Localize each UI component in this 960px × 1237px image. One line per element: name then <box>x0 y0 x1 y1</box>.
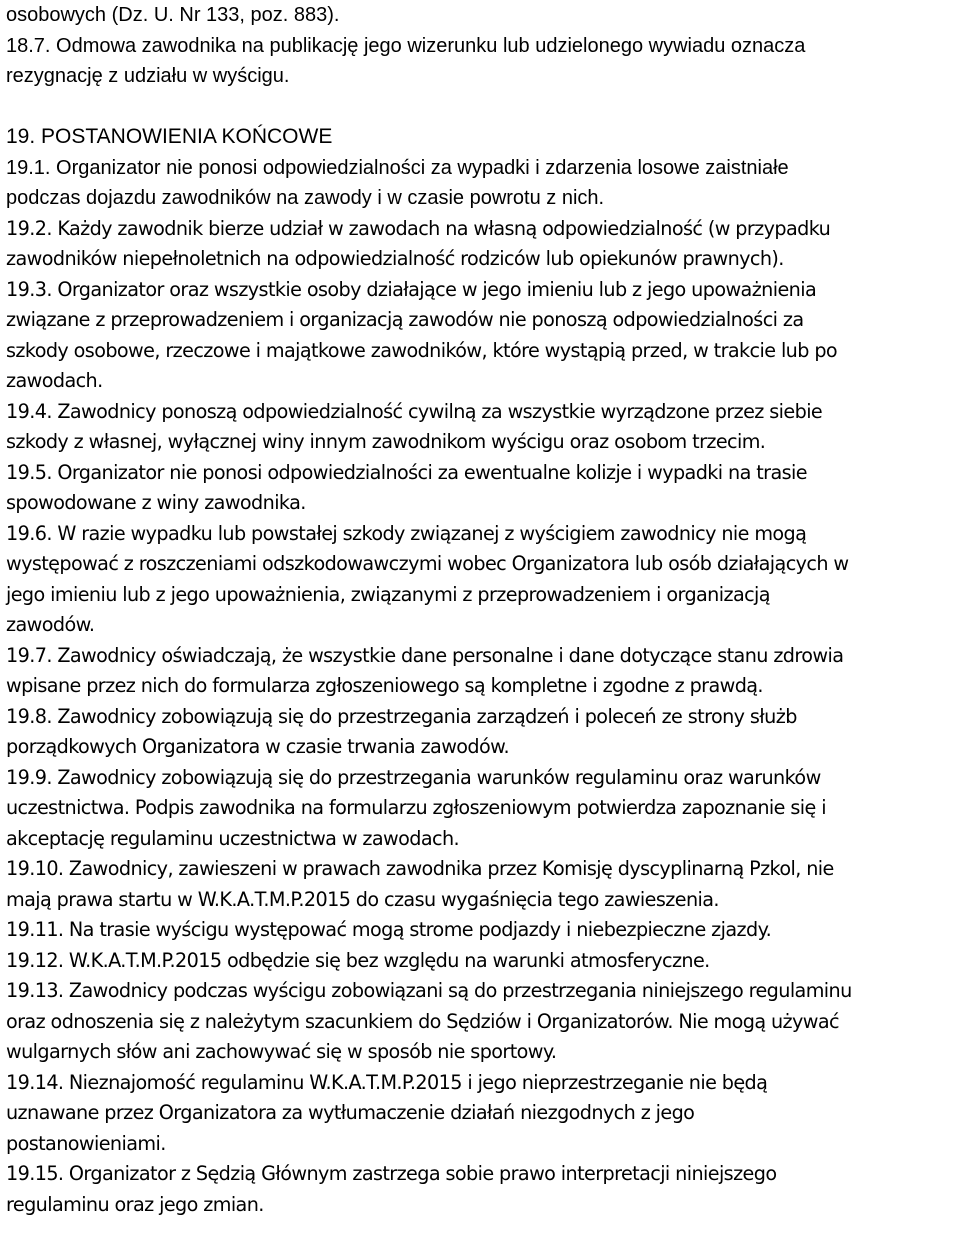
text-line: 19.15. Organizator z Sędzią Głównym zastrzega sobie prawo interpretacji niniejszego <box>6 1162 777 1185</box>
text-line: szkody z własnej, wyłącznej winy innym zawodnikom wyścigu oraz osobom trzecim. <box>6 430 766 453</box>
text-line: uczestnictwa. Podpis zawodnika na formularzu zgłoszeniowym potwierdza zapoznanie się i <box>6 796 826 819</box>
text-line: 19.13. Zawodnicy podczas wyścigu zobowiązani są do przestrzegania niniejszego regulaminu <box>6 979 852 1002</box>
spacer <box>6 92 956 123</box>
text-line: wpisane przez nich do formularza zgłoszeniowego są kompletne i zgodne z prawdą. <box>6 674 763 697</box>
text-line: szkody osobowe, rzeczowe i majątkowe zawodników, które wystąpią przed, w trakcie lub po <box>6 338 838 362</box>
text-line: rezygnację z udziału w wyścigu. <box>6 65 290 87</box>
text-line: 19.1. Organizator nie ponosi odpowiedzialności za wypadki i zdarzenia losowe zaistniałe <box>6 156 789 179</box>
text-line: występować z roszczeniami odszkodowawczymi wobec Organizatora lub osób działających w <box>6 552 849 575</box>
text-line: 19.6. W razie wypadku lub powstałej szkody związanej z wyścigiem zawodnicy nie mogą <box>6 521 807 545</box>
text-line: mają prawa startu w W.K.A.T.M.P.2015 do czasu wygaśnięcia tego zawieszenia. <box>6 887 719 911</box>
text-line: 19.2. Każdy zawodnik bierze udział w zawodach na własną odpowiedzialność (w przypadku <box>6 216 831 240</box>
text-line: wulgarnych słów ani zachowywać się w sposób nie sportowy. <box>6 1040 557 1063</box>
text-line: 18.7. Odmowa zawodnika na publikację jego wizerunku lub udzielonego wywiadu oznacza <box>6 34 806 57</box>
text-line: oraz odnoszenia się z należytym szacunkiem do Sędziów i Organizatorów. Nie mogą używać <box>6 1009 839 1033</box>
text-line: podczas dojazdu zawodników na zawody i w czasie powrotu z nich. <box>6 187 605 209</box>
section-heading: 19. POSTANOWIENIA KOŃCOWE <box>6 125 333 148</box>
text-line: zawodach. <box>6 369 103 392</box>
text-line: uznawane przez Organizatora za wytłumaczenie działań niezgodnych z jego <box>6 1101 695 1124</box>
paragraph-19-1 <box>6 153 956 214</box>
text-line: 19.7. Zawodnicy oświadczają, że wszystkie dane personalne i dane dotyczące stanu zdrowia <box>6 643 844 667</box>
text-line: regulaminu oraz jego zmian. <box>6 1192 264 1216</box>
text-line: 19.4. Zawodnicy ponoszą odpowiedzialność cywilną za wszystkie wyrządzone przez siebie <box>6 399 823 423</box>
text-line: zawodników niepełnoletnich na odpowiedzialność rodziców lub opiekunów prawnych). <box>6 247 784 270</box>
text-line: zawodów. <box>6 613 95 636</box>
text-line: osobowych (Dz. U. Nr 133, poz. 883). <box>6 4 340 26</box>
text-line: jego imieniu lub z jego upoważnienia, związanymi z przeprowadzeniem i organizacją <box>6 582 770 606</box>
text-line: akceptację regulaminu uczestnictwa w zawodach. <box>6 826 460 850</box>
body-text <box>6 214 956 1221</box>
document-page <box>6 0 956 1220</box>
text-line: 19.10. Zawodnicy, zawieszeni w prawach zawodnika przez Komisję dyscyplinarną Pzkol, nie <box>6 857 834 880</box>
text-line: 19.8. Zawodnicy zobowiązują się do przestrzegania zarządzeń i poleceń ze strony służb <box>6 704 797 728</box>
text-line: związane z przeprowadzeniem i organizacją zawodów nie ponoszą odpowiedzialności za <box>6 308 804 331</box>
text-line: postanowieniami. <box>6 1131 166 1155</box>
text-line: porządkowych Organizatora w czasie trwania zawodów. <box>6 735 509 758</box>
text-line: 19.11. Na trasie wyścigu występować mogą strome podjazdy i niebezpieczne zjazdy. <box>6 918 772 941</box>
text-line: 19.5. Organizator nie ponosi odpowiedzialności za ewentualne kolizje i wypadki na trasie <box>6 460 807 484</box>
text-line: 19.14. Nieznajomość regulaminu W.K.A.T.M.P.2015 i jego nieprzestrzeganie nie będą <box>6 1070 768 1094</box>
text-line: 19.9. Zawodnicy zobowiązują się do przestrzegania warunków regulaminu oraz warunków <box>6 765 821 789</box>
text-line: spowodowane z winy zawodnika. <box>6 491 306 514</box>
text-line: 19.3. Organizator oraz wszystkie osoby działające w jego imieniu lub z jego upoważnienia <box>6 277 817 301</box>
text-line: 19.12. W.K.A.T.M.P.2015 odbędzie się bez względu na warunki atmosferyczne. <box>6 948 710 972</box>
intro-block <box>6 0 956 92</box>
